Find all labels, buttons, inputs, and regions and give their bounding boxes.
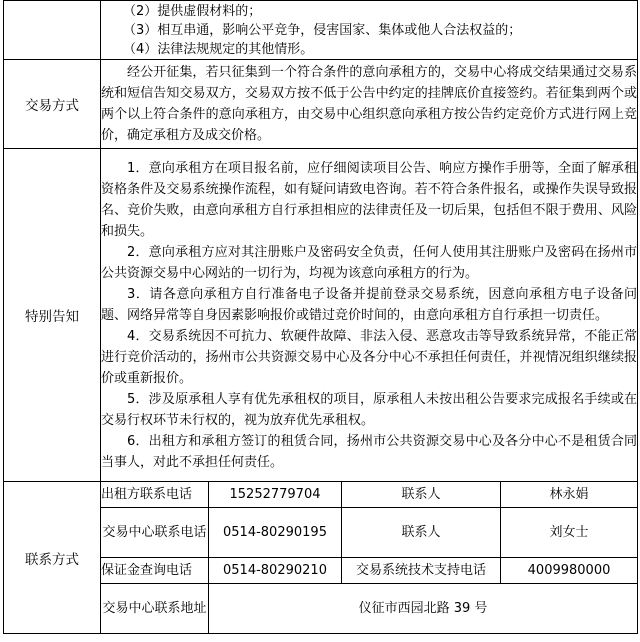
lessor-contact-label: 联系人 [342,482,501,508]
notice-paragraph: 2．意向承租方应对其注册账户及密码安全负责，任何人使用其注册账户及密码在扬州市公共资源交易中心网站的一切行为，均视为该意向承租方的行为。 [101,244,638,281]
notice-paragraph: 5．涉及原承租人享有优先承租权的项目，原承租人未按出租公告要求完成报名手续或在交易行权环节未行权的，视为放弃优先承租权。 [101,391,638,428]
center-phone-label: 交易中心联系电话 [101,508,209,558]
tech-support-label: 交易系统技术支持电话 [342,558,501,584]
address-value: 仪征市西园北路 39 号 [209,584,638,634]
address-label: 交易中心联系地址 [101,584,209,634]
deposit-phone-label: 保证金查询电话 [101,558,209,584]
condition-item: （3）相互串通，影响公平竞争，侵害国家、集体或他人合法权益的； [123,22,522,38]
notice-paragraph: 1．意向承租方在项目报名前，应仔细阅读项目公告、响应方操作手册等，全面了解承租资格条件及交易系统操作流程，如有疑问请致电咨询。若不符合条件报名，或操作失误导致报名、竞价失败，由意向承租方自行承担相应的法律责任及一切后果，包括但不限于费用、风险和损失。 [101,160,638,239]
special-notice-label: 特别告知 [4,149,101,482]
notice-paragraph: 6．出租方和承租方签订的租赁合同，扬州市公共资源交易中心及各分中心不是租赁合同当事人，对此不承担任何责任。 [101,433,638,470]
notice-paragraph: 3．请各意向承租方自行准备电子设备并提前登录交易系统，因意向承租方电子设备问题、网络异常等自身因素影响报价或错过竞价时间的，由意向承租方自行承担一切责任。 [101,286,638,323]
tech-support-value: 4009980000 [501,558,638,584]
lessor-contact-value: 林永娟 [501,482,638,508]
deposit-phone-value: 0514-80290210 [209,558,342,584]
announcement-table [3,0,638,634]
trade-method-text-cell [101,60,638,149]
center-contact-value: 刘女士 [501,508,638,558]
lessor-phone-value: 15252779704 [209,482,342,508]
special-notice-row [4,149,638,482]
condition-item: （4）法律法规规定的其他情形。 [123,41,314,57]
conditions-row [4,1,638,60]
conditions-cell [101,1,638,60]
contact-label: 联系方式 [4,482,101,634]
conditions-label-cell [4,1,101,60]
condition-item: （2）提供虚假材料的； [123,3,262,19]
contact-row [4,482,638,508]
special-notice-cell [101,149,638,482]
lessor-phone-label: 出租方联系电话 [101,482,209,508]
center-contact-label: 联系人 [342,508,501,558]
trade-method-text: 经公开征集，若只征集到一个符合条件的意向承租方的，交易中心将成交结果通过交易系统和短信告知交易双方，交易双方按不低于公告中约定的挂牌底价直接签约。若征集到两个或两个以上符合条件的意向承租方，由交易中心组织意向承租方按公告约定竞价方式进行网上竞价，确定承租方及成交价格。 [101,65,638,143]
notice-paragraph: 4．交易系统因不可抗力、软硬件故障、非法入侵、恶意攻击等导致系统异常，不能正常进行竞价活动的，扬州市公共资源交易中心及各分中心不承担任何责任，并视情况组织继续报价或重新报价。 [101,328,638,386]
trade-method-row [4,60,638,149]
center-phone-value: 0514-80290195 [209,508,342,558]
trade-method-label: 交易方式 [4,60,101,149]
